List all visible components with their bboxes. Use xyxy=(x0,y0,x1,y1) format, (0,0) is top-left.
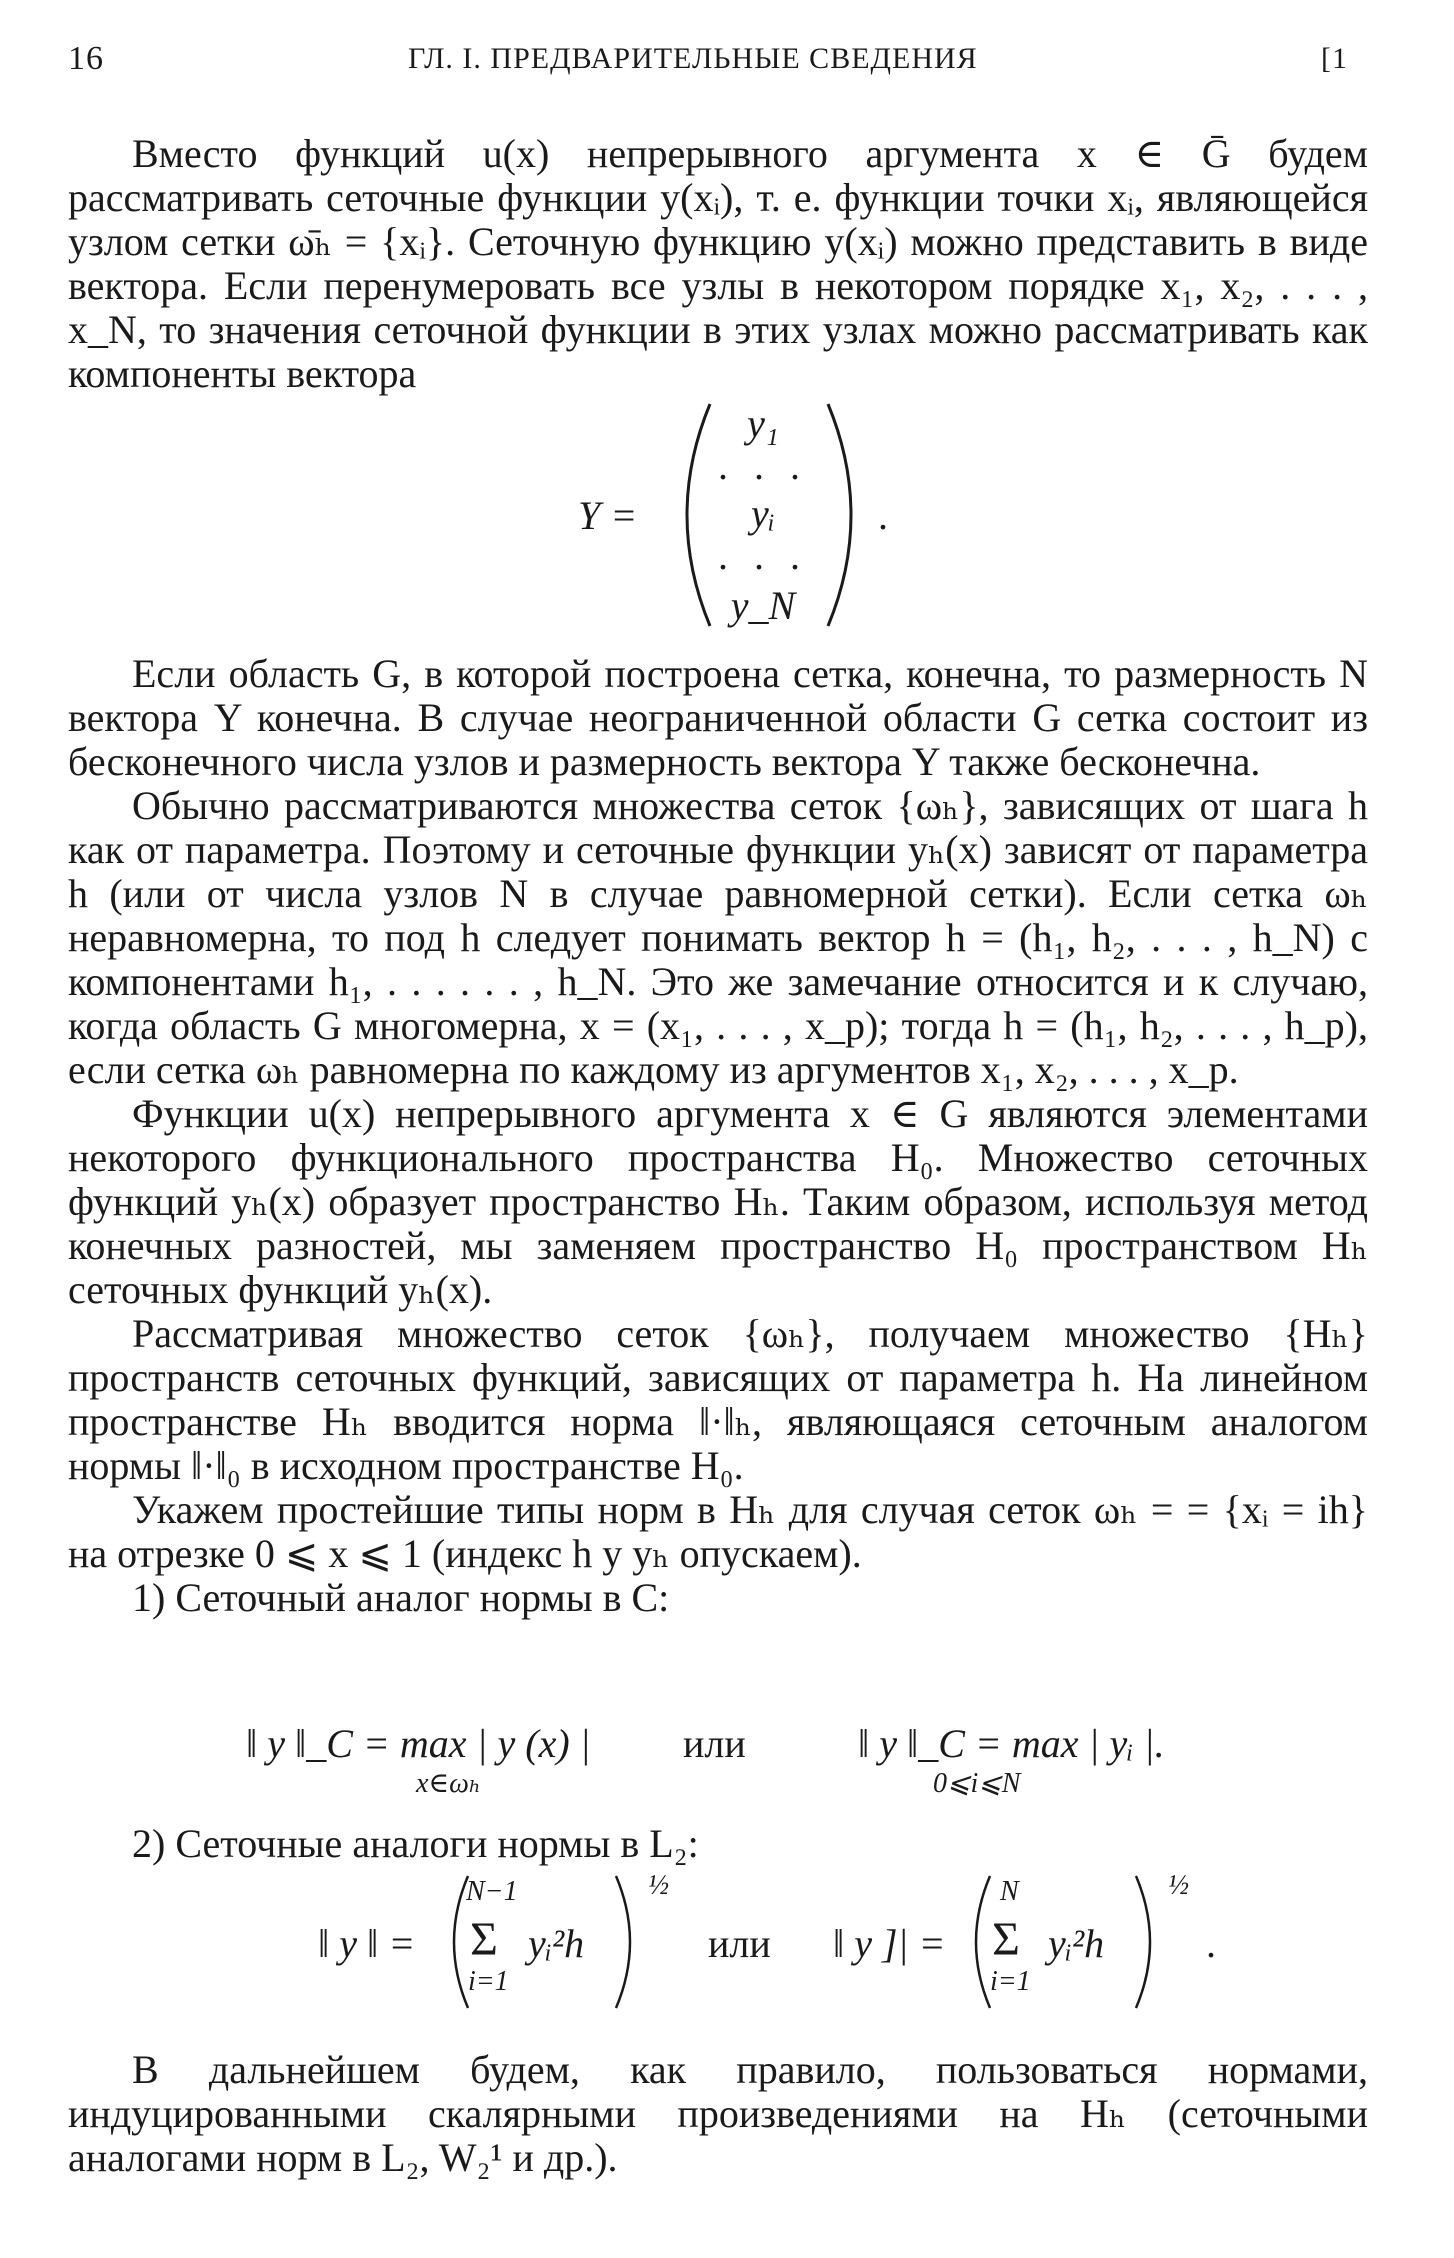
paragraph-8: 2) Сеточные аналоги нормы в L₂: xyxy=(132,1821,699,1866)
vector-y-formula xyxy=(578,400,958,640)
text-block-1 xyxy=(68,132,1368,396)
vector-dots-2: . . . xyxy=(718,533,808,578)
norm-l2-period: . xyxy=(1206,1921,1216,1966)
norm-l2-left-sum-top: N−1 xyxy=(466,1876,518,1907)
norm-l2-or: или xyxy=(708,1921,771,1966)
norm-l2-right-sum-top: N xyxy=(1000,1876,1019,1907)
norm-l2-right-term: yᵢ²h xyxy=(1048,1921,1105,1966)
norm-l2-right-close-paren xyxy=(1128,1872,1168,2012)
paragraph-9: В дальнейшем будем, как правило, пользоваться нормами, индуцированными скалярными произведениями на Hₕ (сеточными аналогами норм в L₂, W₂¹ и др.). xyxy=(68,2047,1368,2180)
norm-l2-left-power: ½ xyxy=(648,1870,669,1901)
norm-c-left: ‖ y ‖_C = max | y (x) | xyxy=(246,1721,591,1766)
norm-c-right-subscript: 0⩽i⩽N xyxy=(933,1768,1021,1799)
norm-l2-right-lhs: ‖ y ]| = xyxy=(833,1921,946,1966)
book-page xyxy=(68,40,1368,2180)
vector-component-n: y_N xyxy=(730,583,796,628)
paragraph-6: Укажем простейшие типы норм в Hₕ для случая сеток ωₕ = = {xᵢ = ih} на отрезке 0 ⩽ x ⩽ 1 (индекс h у yₕ опускаем). xyxy=(68,1487,1368,1576)
norm-l2-right-sigma: Σ xyxy=(992,1913,1020,1966)
paragraph-1: Вместо функций u(x) непрерывного аргумента x ∈ Ḡ будем рассматривать сеточные функции y(xᵢ), т. е. функции точки xᵢ, являющейся узлом сетки ω̄ₕ = {xᵢ}. Сеточную функцию y(xᵢ) можно представить в виде вектора. Если перенумеровать все узлы в некотором порядке x₁, x₂, . . . , x_N, то значения сеточной функции в этих узлах можно рассматривать как компоненты вектора xyxy=(68,131,1368,396)
norm-l2-left-lhs: ‖ y ‖ = xyxy=(318,1921,416,1966)
chapter-title: ГЛ. I. ПРЕДВАРИТЕЛЬНЫЕ СВЕДЕНИЯ xyxy=(408,42,978,75)
norm-l2-right-power: ½ xyxy=(1168,1870,1189,1901)
paragraph-5: Рассматривая множество сеток {ωₕ}, получаем множество {Hₕ} пространств сеточных функций, зависящих от параметра h. На линейном пространстве Hₕ вводится норма ‖·‖ₕ, являющаяся сеточным аналогом нормы ‖·‖₀ в исходном пространстве H₀. xyxy=(68,1311,1368,1488)
text-block-3 xyxy=(68,1822,1368,1866)
norm-l2-left-sum-bottom: i=1 xyxy=(468,1966,509,1997)
vector-component-1: y₁ xyxy=(747,401,779,446)
text-block-4 xyxy=(68,2048,1368,2180)
section-mark: [1 xyxy=(1321,42,1348,75)
vector-dots-1: . . . xyxy=(718,443,808,488)
norm-l2-left-close-paren xyxy=(608,1872,648,2012)
right-paren xyxy=(818,400,878,630)
norm-c-or: или xyxy=(683,1721,746,1766)
running-head xyxy=(68,40,1368,90)
norm-c-left-subscript: x∈ωₕ xyxy=(416,1768,482,1799)
paragraph-3: Обычно рассматриваются множества сеток {ωₕ}, зависящих от шага h как от параметра. Поэтому и сеточные функции yₕ(x) зависят от параметра h (или от числа узлов N в случае равномерной сетки). Если сетка ωₕ неравномерна, то под h следует понимать вектор h = (h₁, h₂, . . . , h_N) с компонентами h₁, . . . . . . , h_N. Это же замечание относится и к случаю, когда область G многомерна, x = (x₁, . . . , x_p); тогда h = (h₁, h₂, . . . , h_p), если сетка ωₕ равномерна по каждому из аргументов x₁, x₂, . . . , x_p. xyxy=(68,783,1368,1092)
paragraph-4: Функции u(x) непрерывного аргумента x ∈ G являются элементами некоторого функционального пространства H₀. Множество сеточных функций yₕ(x) образует пространство Hₕ. Таким образом, используя метод конечных разностей, мы заменяем пространство H₀ пространством Hₕ сеточных функций yₕ(x). xyxy=(68,1091,1368,1312)
vector-component-i: yᵢ xyxy=(750,491,776,536)
paragraph-2: Если область G, в которой построена сетка, конечна, то размерность N вектора Y конечна. В случае неограниченной области G сетка состоит из бесконечного числа узлов и размерность вектора Y также бесконечна. xyxy=(68,651,1368,784)
vector-lhs: Y = xyxy=(578,493,638,538)
norm-c-right: ‖ y ‖_C = max | yᵢ |. xyxy=(858,1721,1165,1766)
norm-l2-left-sigma: Σ xyxy=(470,1913,498,1966)
page-number: 16 xyxy=(68,40,104,77)
paragraph-7: 1) Сеточный аналог нормы в C: xyxy=(132,1575,670,1620)
norm-l2-right-sum-bottom: i=1 xyxy=(990,1966,1031,1997)
text-block-2 xyxy=(68,652,1368,1620)
vector-period: . xyxy=(878,493,888,538)
norm-l2-left-term: yᵢ²h xyxy=(528,1921,585,1966)
